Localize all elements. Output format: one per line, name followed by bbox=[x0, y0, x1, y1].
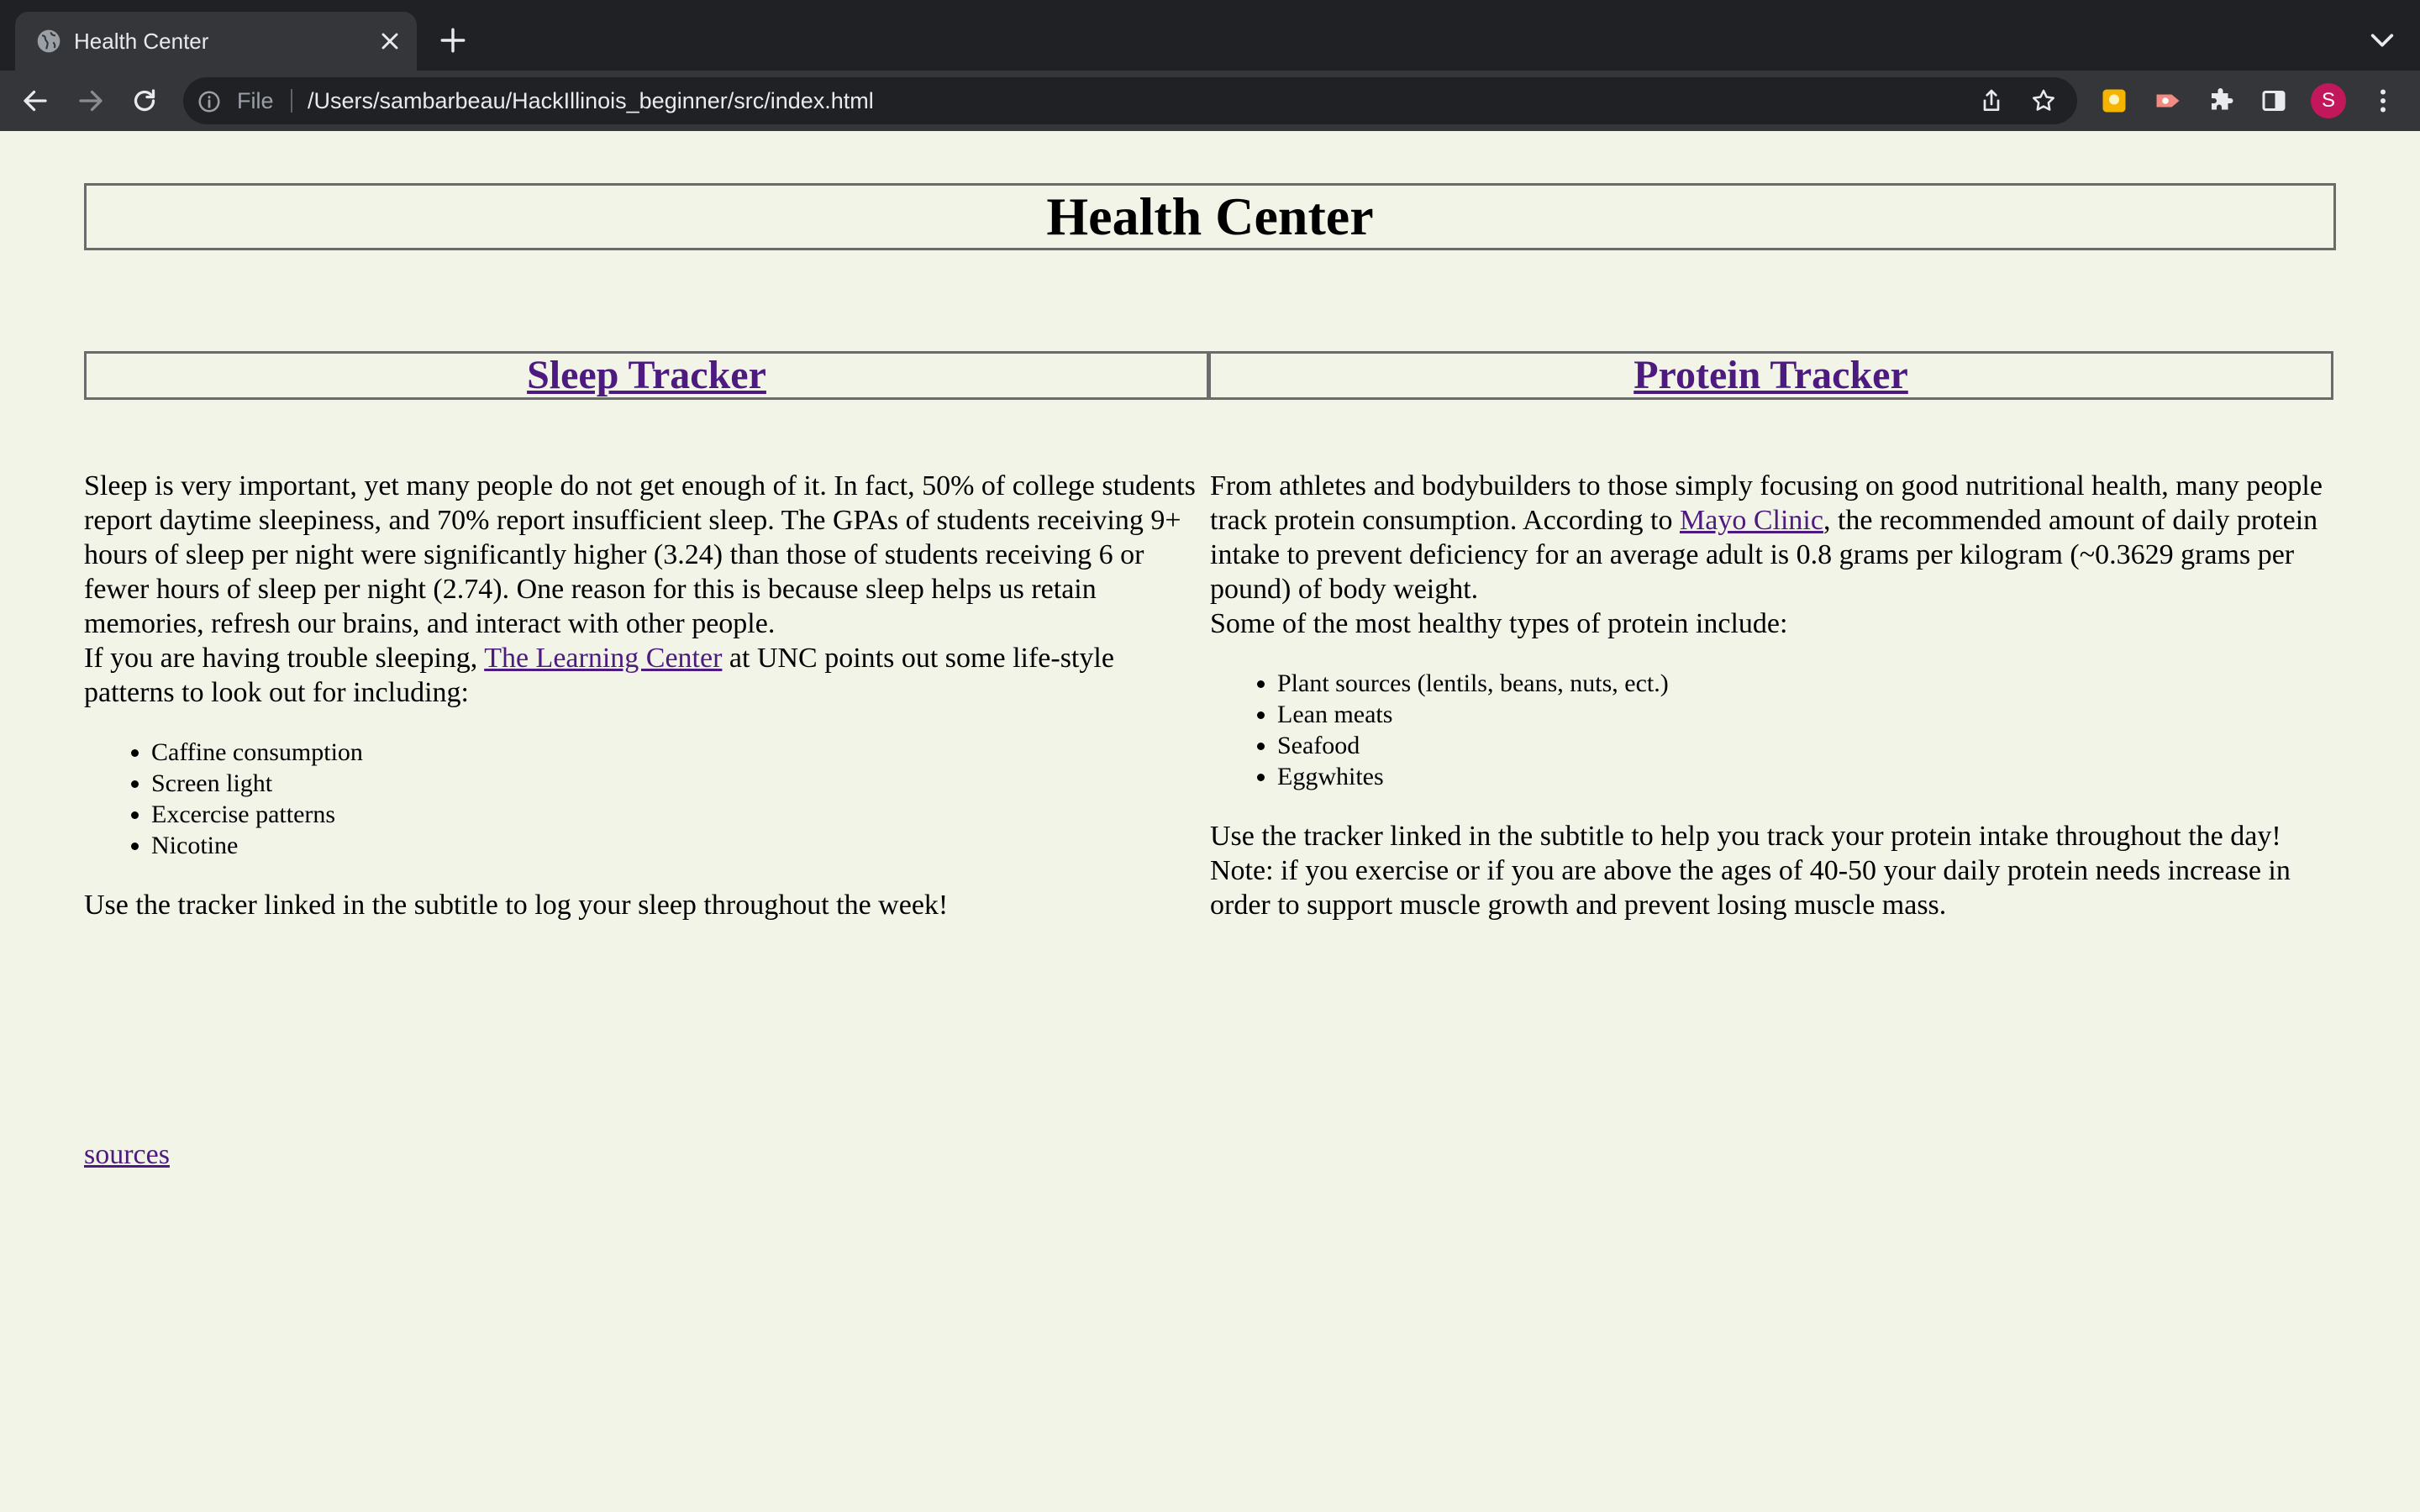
sources-footer bbox=[84, 1137, 170, 1172]
reload-icon[interactable] bbox=[129, 86, 160, 116]
extension-record-icon[interactable] bbox=[2153, 86, 2183, 116]
protein-column bbox=[1210, 469, 2328, 922]
list-item: • Plant sources (lentils, beans, nuts, ect.) bbox=[1277, 668, 2328, 699]
sleep-trouble-text-end: at UNC points out some life-style patterns to look out for including: bbox=[84, 643, 1114, 708]
sleep-tracker-header bbox=[84, 351, 1209, 400]
tab-health-center[interactable] bbox=[15, 12, 417, 71]
page-title-box bbox=[84, 183, 2336, 250]
forward-arrow-icon[interactable] bbox=[76, 86, 106, 116]
sleep-closing-paragraph: Use the tracker linked in the subtitle to log your sleep throughout the week! bbox=[84, 890, 949, 921]
page-title: Health Center bbox=[1046, 186, 1374, 246]
list-item: • Caffine consumption bbox=[151, 737, 1202, 768]
list-item: • Lean meats bbox=[1277, 699, 2328, 730]
sleep-tracker-link[interactable]: Sleep Tracker bbox=[527, 353, 766, 397]
protein-paragraph bbox=[1210, 469, 2328, 606]
protein-closing-paragraph: Use the tracker linked in the subtitle to help you track your protein intake throughout the day! Note: if you exercise or if you are above the ages of 40-50 your daily protein needs increase in order to support muscle growth and prevent losing muscle mass. bbox=[1210, 821, 2291, 921]
sleep-patterns-list bbox=[84, 737, 1202, 861]
url-scheme: File bbox=[237, 88, 274, 113]
browser-toolbar bbox=[0, 71, 2420, 131]
kebab-menu-icon[interactable] bbox=[2368, 86, 2398, 116]
bookmark-star-icon[interactable] bbox=[2030, 87, 2057, 114]
new-tab-plus-icon[interactable] bbox=[439, 26, 467, 55]
globe-icon bbox=[35, 28, 62, 55]
share-icon[interactable] bbox=[1978, 87, 2005, 114]
close-tab-icon[interactable] bbox=[376, 28, 403, 55]
chevron-down-icon[interactable] bbox=[2368, 30, 2396, 50]
back-arrow-icon[interactable] bbox=[20, 86, 50, 116]
sleep-column bbox=[84, 469, 1202, 922]
list-item: • Screen light bbox=[151, 768, 1202, 799]
list-item: • Eggwhites bbox=[1277, 761, 2328, 792]
profile-avatar[interactable]: S bbox=[2311, 83, 2346, 118]
tab-title: Health Center bbox=[74, 29, 209, 54]
protein-text-end: , the recommended amount of daily protein intake to prevent deficiency for an average adult is 0.8 grams per kilogram (~0.3629 grams per pound) of body weight. bbox=[1210, 505, 2318, 605]
info-icon[interactable] bbox=[197, 89, 222, 114]
side-panel-icon[interactable] bbox=[2259, 86, 2289, 116]
mayo-clinic-link[interactable]: Mayo Clinic bbox=[1680, 505, 1823, 536]
list-item: • Excercise patterns bbox=[151, 799, 1202, 830]
protein-types-list bbox=[1210, 668, 2328, 792]
protein-tracker-link[interactable]: Protein Tracker bbox=[1634, 353, 1908, 397]
address-bar[interactable] bbox=[183, 77, 2077, 124]
page-viewport bbox=[0, 131, 2420, 1512]
omnibox-divider bbox=[291, 89, 292, 113]
url-text[interactable]: /Users/sambarbeau/HackIllinois_beginner/src/index.html bbox=[308, 88, 874, 113]
protein-types-intro: Some of the most healthy types of protein include: bbox=[1210, 608, 1788, 639]
extension-yellow-icon[interactable] bbox=[2099, 86, 2129, 116]
sources-link[interactable]: sources bbox=[84, 1139, 170, 1170]
tab-strip bbox=[0, 0, 2420, 71]
extensions-puzzle-icon[interactable] bbox=[2207, 86, 2237, 116]
list-item: • Seafood bbox=[1277, 730, 2328, 761]
protein-tracker-header bbox=[1208, 351, 2333, 400]
protein-text-start: From athletes and bodybuilders to those simply focusing on good nutritional health, many people track protein consumption. According to bbox=[1210, 470, 2323, 536]
sleep-trouble-text-start: If you are having trouble sleeping, bbox=[84, 643, 485, 674]
sleep-paragraph: Sleep is very important, yet many people do not get enough of it. In fact, 50% of college students report daytime sleepiness, and 70% report insufficient sleep. The GPAs of students receiving 9+ hours of sleep per night were significantly higher (3.24) than those of students receiving 6 or fewer hours of sleep per night (2.74). One reason for this is because sleep helps us retain memories, refresh our brains, and interact with other people. bbox=[84, 470, 1196, 639]
learning-center-link[interactable]: The Learning Center bbox=[484, 643, 723, 674]
list-item: • Nicotine bbox=[151, 830, 1202, 861]
sleep-trouble-paragraph bbox=[84, 641, 1202, 710]
